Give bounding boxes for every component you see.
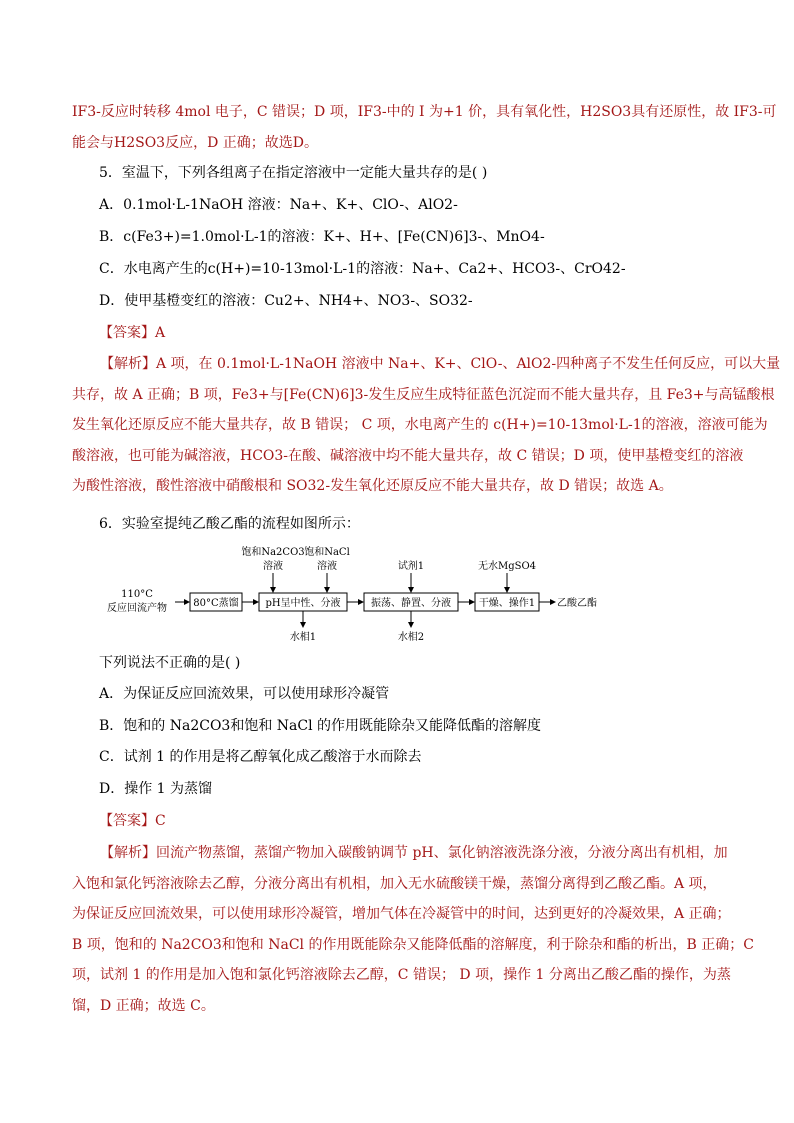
- q5-option-a: A．0.1mol·L-1NaOH 溶液：Na+、K+、ClO-、AlO2-: [99, 197, 458, 213]
- waste-aqueous-1: 水相1: [289, 632, 317, 643]
- q5-option-c: C．水电离产生的c(H+)=10-13mol·L-1的溶液：Na+、Ca2+、HCO3-、CrO42-: [99, 261, 626, 277]
- analysis-line: 共存，故 A 正确；B 项，Fe3+与[Fe(CN)6]3-发生反应生成特征蓝色沉淀而不能大量共存，且 Fe3+与高锰酸根: [72, 386, 775, 403]
- q5-analysis: [72, 349, 781, 502]
- analysis-line: IF3-反应时转移 4mol 电子，C 错误；D 项，IF3-中的 I 为+1 价，具有氧化性，H2SO3具有还原性，故 IF3-可: [72, 104, 777, 120]
- q6-question: 下列说法不正确的是( ): [99, 655, 241, 671]
- reagent-mgso4: 无水MgSO4: [477, 561, 537, 572]
- q6-option-c: C．试剂 1 的作用是将乙醇氧化成乙酸溶于水而除去: [99, 749, 422, 765]
- waste-aqueous-2: 水相2: [397, 632, 425, 643]
- q5-answer: 【答案】A: [99, 325, 166, 341]
- analysis-line: 为保证反应回流效果，可以使用球形冷凝管，增加气体在冷凝管中的时间，达到更好的冷凝效果，A 正确；: [72, 906, 731, 922]
- reagent-na2co3-solution: 溶液: [263, 561, 283, 572]
- prev-analysis-continuation: [72, 97, 777, 158]
- reagent-nacl-solution: 溶液: [317, 561, 337, 572]
- analysis-line: 酸溶液，也可能为碱溶液，HCO3-在酸、碱溶液中均不能大量共存，故 C 错误；D 项，使甲基橙变红的溶液: [72, 447, 744, 464]
- product-ethyl-acetate: 乙酸乙酯: [557, 598, 597, 609]
- step-shake-label: 振荡、静置、分液: [371, 598, 451, 609]
- step-neutralize-label: pH呈中性、分液: [265, 598, 341, 609]
- analysis-line: B 项，饱和的 Na2CO3和饱和 NaCl 的作用既能除杂又能降低酯的溶解度，利于除杂和酯的析出，B 正确；C: [72, 936, 754, 953]
- q6-option-b: B．饱和的 Na2CO3和饱和 NaCl 的作用既能除杂又能降低酯的溶解度: [99, 718, 542, 734]
- analysis-line: 项，试剂 1 的作用是加入饱和氯化钙溶液除去乙醇，C 错误； D 项，操作 1 分离出乙酸乙酯的操作，为蒸: [72, 967, 731, 983]
- analysis-line: 入饱和氯化钙溶液除去乙醇，分液分离出有机相，加入无水硫酸镁干燥，蒸馏分离得到乙酸乙酯。A 项，: [72, 875, 717, 892]
- step-distill-label: 80°C蒸馏: [193, 598, 239, 609]
- purification-flow-diagram: [95, 543, 620, 648]
- analysis-line: 馏，D 正确；故选 C。: [72, 997, 215, 1014]
- q6-stem: 6．实验室提纯乙酸乙酯的流程如图所示：: [99, 516, 360, 532]
- start-label-bottom: 反应回流产物: [107, 603, 167, 614]
- analysis-line: 为酸性溶液，酸性溶液中硝酸根和 SO32-发生氧化还原反应不能大量共存，故 D 错误；故选 A。: [72, 478, 673, 494]
- step-dry-label: 干燥、操作1: [478, 598, 536, 609]
- analysis-line: 【解析】回流产物蒸馏，蒸馏产物加入碳酸钠调节 pH、氯化钠溶液洗涤分液，分液分离出有机相，加: [100, 845, 728, 861]
- q6-option-d: D．操作 1 为蒸馏: [99, 781, 213, 797]
- reagent-nacl: 饱和NaCl: [304, 547, 350, 558]
- q5-option-b: B．c(Fe3+)=1.0mol·L-1的溶液：K+、H+、[Fe(CN)6]3-、MnO4-: [99, 229, 545, 245]
- analysis-line: 能会与H2SO3反应，D 正确；故选D。: [72, 134, 318, 151]
- q6-analysis: [72, 838, 754, 1021]
- reagent-na2co3: 饱和Na2CO3: [241, 547, 305, 558]
- q5-option-d: D．使甲基橙变红的溶液：Cu2+、NH4+、NO3-、SO32-: [99, 293, 473, 309]
- reagent-1: 试剂1: [397, 561, 425, 572]
- q6-option-a: A．为保证反应回流效果，可以使用球形冷凝管: [99, 686, 390, 702]
- start-label-top: 110°C: [121, 589, 153, 600]
- q6-answer: 【答案】C: [99, 813, 166, 829]
- analysis-line: 发生氧化还原反应不能大量共存，故 B 错误； C 项，水电离产生的 c(H+)=10-13mol·L-1的溶液，溶液可能为: [72, 417, 768, 433]
- analysis-line: 【解析】A 项，在 0.1mol·L-1NaOH 溶液中 Na+、K+、ClO-、AlO2-四种离子不发生任何反应，可以大量: [100, 356, 781, 372]
- q5-stem: 5．室温下，下列各组离子在指定溶液中一定能大量共存的是( ): [99, 165, 488, 181]
